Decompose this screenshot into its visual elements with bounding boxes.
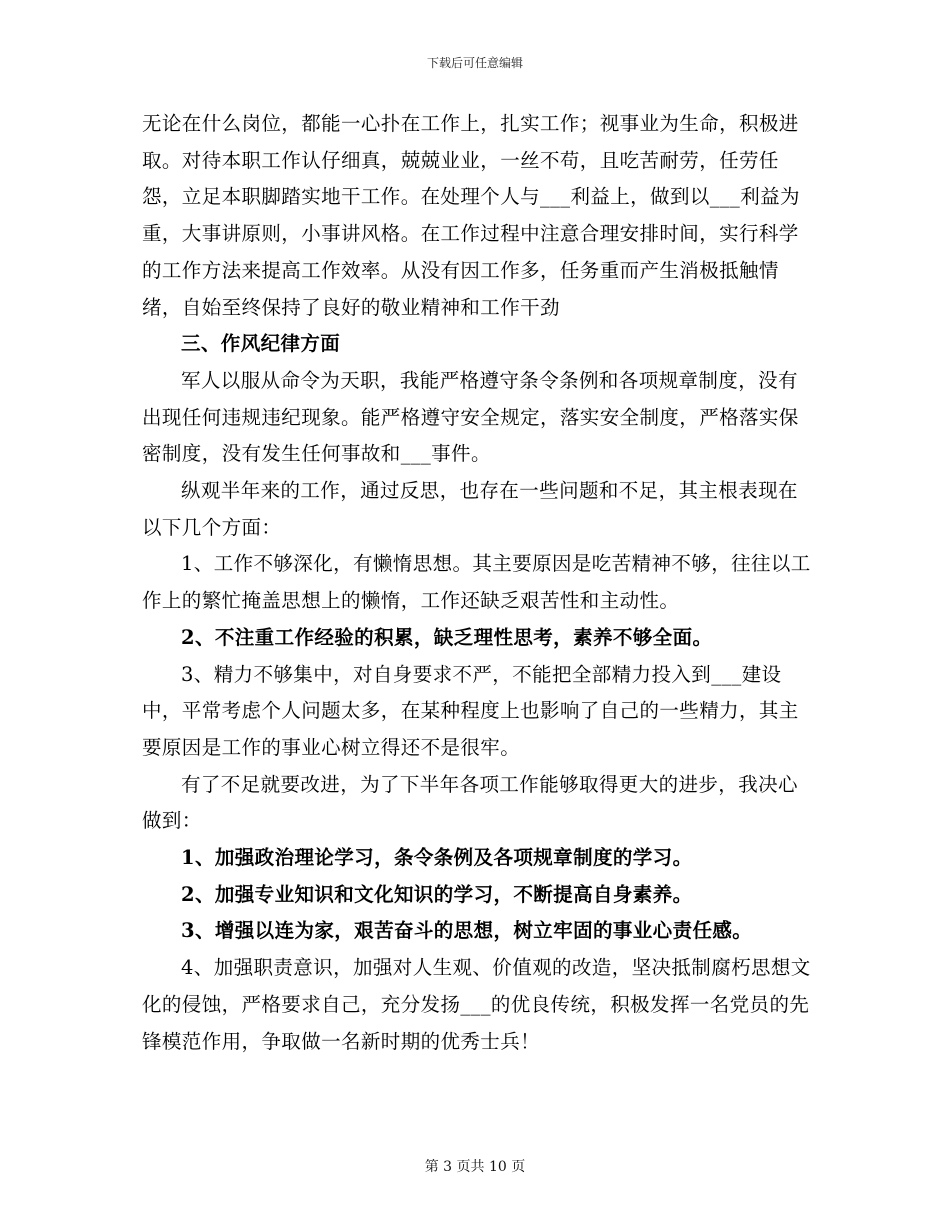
- shortcoming-item-1: 1、工作不够深化，有懒惰思想。其主要原因是吃苦精神不够，往往以工作上的繁忙掩盖思想上的懒惰，工作还缺乏艰苦性和主动性。: [142, 552, 811, 613]
- paragraph-shortcomings-intro: 纵观半年来的工作，通过反思，也存在一些问题和不足，其主根表现在以下几个方面：: [142, 479, 798, 539]
- resolution-item-2: 2、加强专业知识和文化知识的学习，不断提高自身素养。: [181, 882, 693, 906]
- document-body: [142, 106, 812, 1060]
- paragraph-improvement-intro: 有了不足就要改进，为了下半年各项工作能够取得更大的进步，我决心做到：: [142, 772, 798, 833]
- shortcoming-item-3: 3、精力不够集中，对自身要求不严，不能把全部精力投入到___建设中，平常考虑个人问题太多，在某种程度上也影响了自己的一些精力，其主要原因是工作的事业心树立得还不是很牢。: [142, 662, 799, 759]
- page-header: 下载后可任意编辑: [426, 56, 523, 70]
- resolution-item-3: 3、增强以连为家，艰苦奋斗的思想，树立牢固的事业心责任感。: [181, 919, 753, 943]
- resolution-item-1: 1、加强政治理论学习，条令条例及各项规章制度的学习。: [181, 846, 693, 870]
- page-number-footer: 第 3 页共 10 页: [424, 1159, 526, 1175]
- shortcoming-item-2: 2、不注重工作经验的积累，缺乏理性思考，素养不够全面。: [181, 625, 713, 649]
- paragraph-work-attitude: 无论在什么岗位，都能一心扑在工作上，扎实工作；视事业为生命，积极进取。对待本职工作认仔细真，兢兢业业，一丝不苟，且吃苦耐劳，任劳任怨，立足本职脚踏实地干工作。在处理个人与___利益上，做到以___利益为重，大事讲原则，小事讲风格。在工作过程中注意合理安排时间，实行科学的工作方法来提高工作效率。从没有因工作多，任务重而产生消极抵触情绪，自始至终保持了良好的敬业精神和工作干劲: [142, 112, 800, 319]
- section-heading-discipline: 三、作风纪律方面: [181, 332, 341, 356]
- resolution-item-4: 4、加强职责意识，加强对人生观、价值观的改造，坚决抵制腐朽思想文化的侵蚀，严格要求自己，充分发扬___的优良传统，积极发挥一名党员的先锋模范作用，争取做一名新时期的优秀士兵！: [142, 956, 811, 1053]
- paragraph-discipline: 军人以服从命令为天职，我能严格遵守条令条例和各项规章制度，没有出现任何违规违纪现象。能严格遵守安全规定，落实安全制度，严格落实保密制度，没有发生任何事故和___事件。: [142, 368, 799, 466]
